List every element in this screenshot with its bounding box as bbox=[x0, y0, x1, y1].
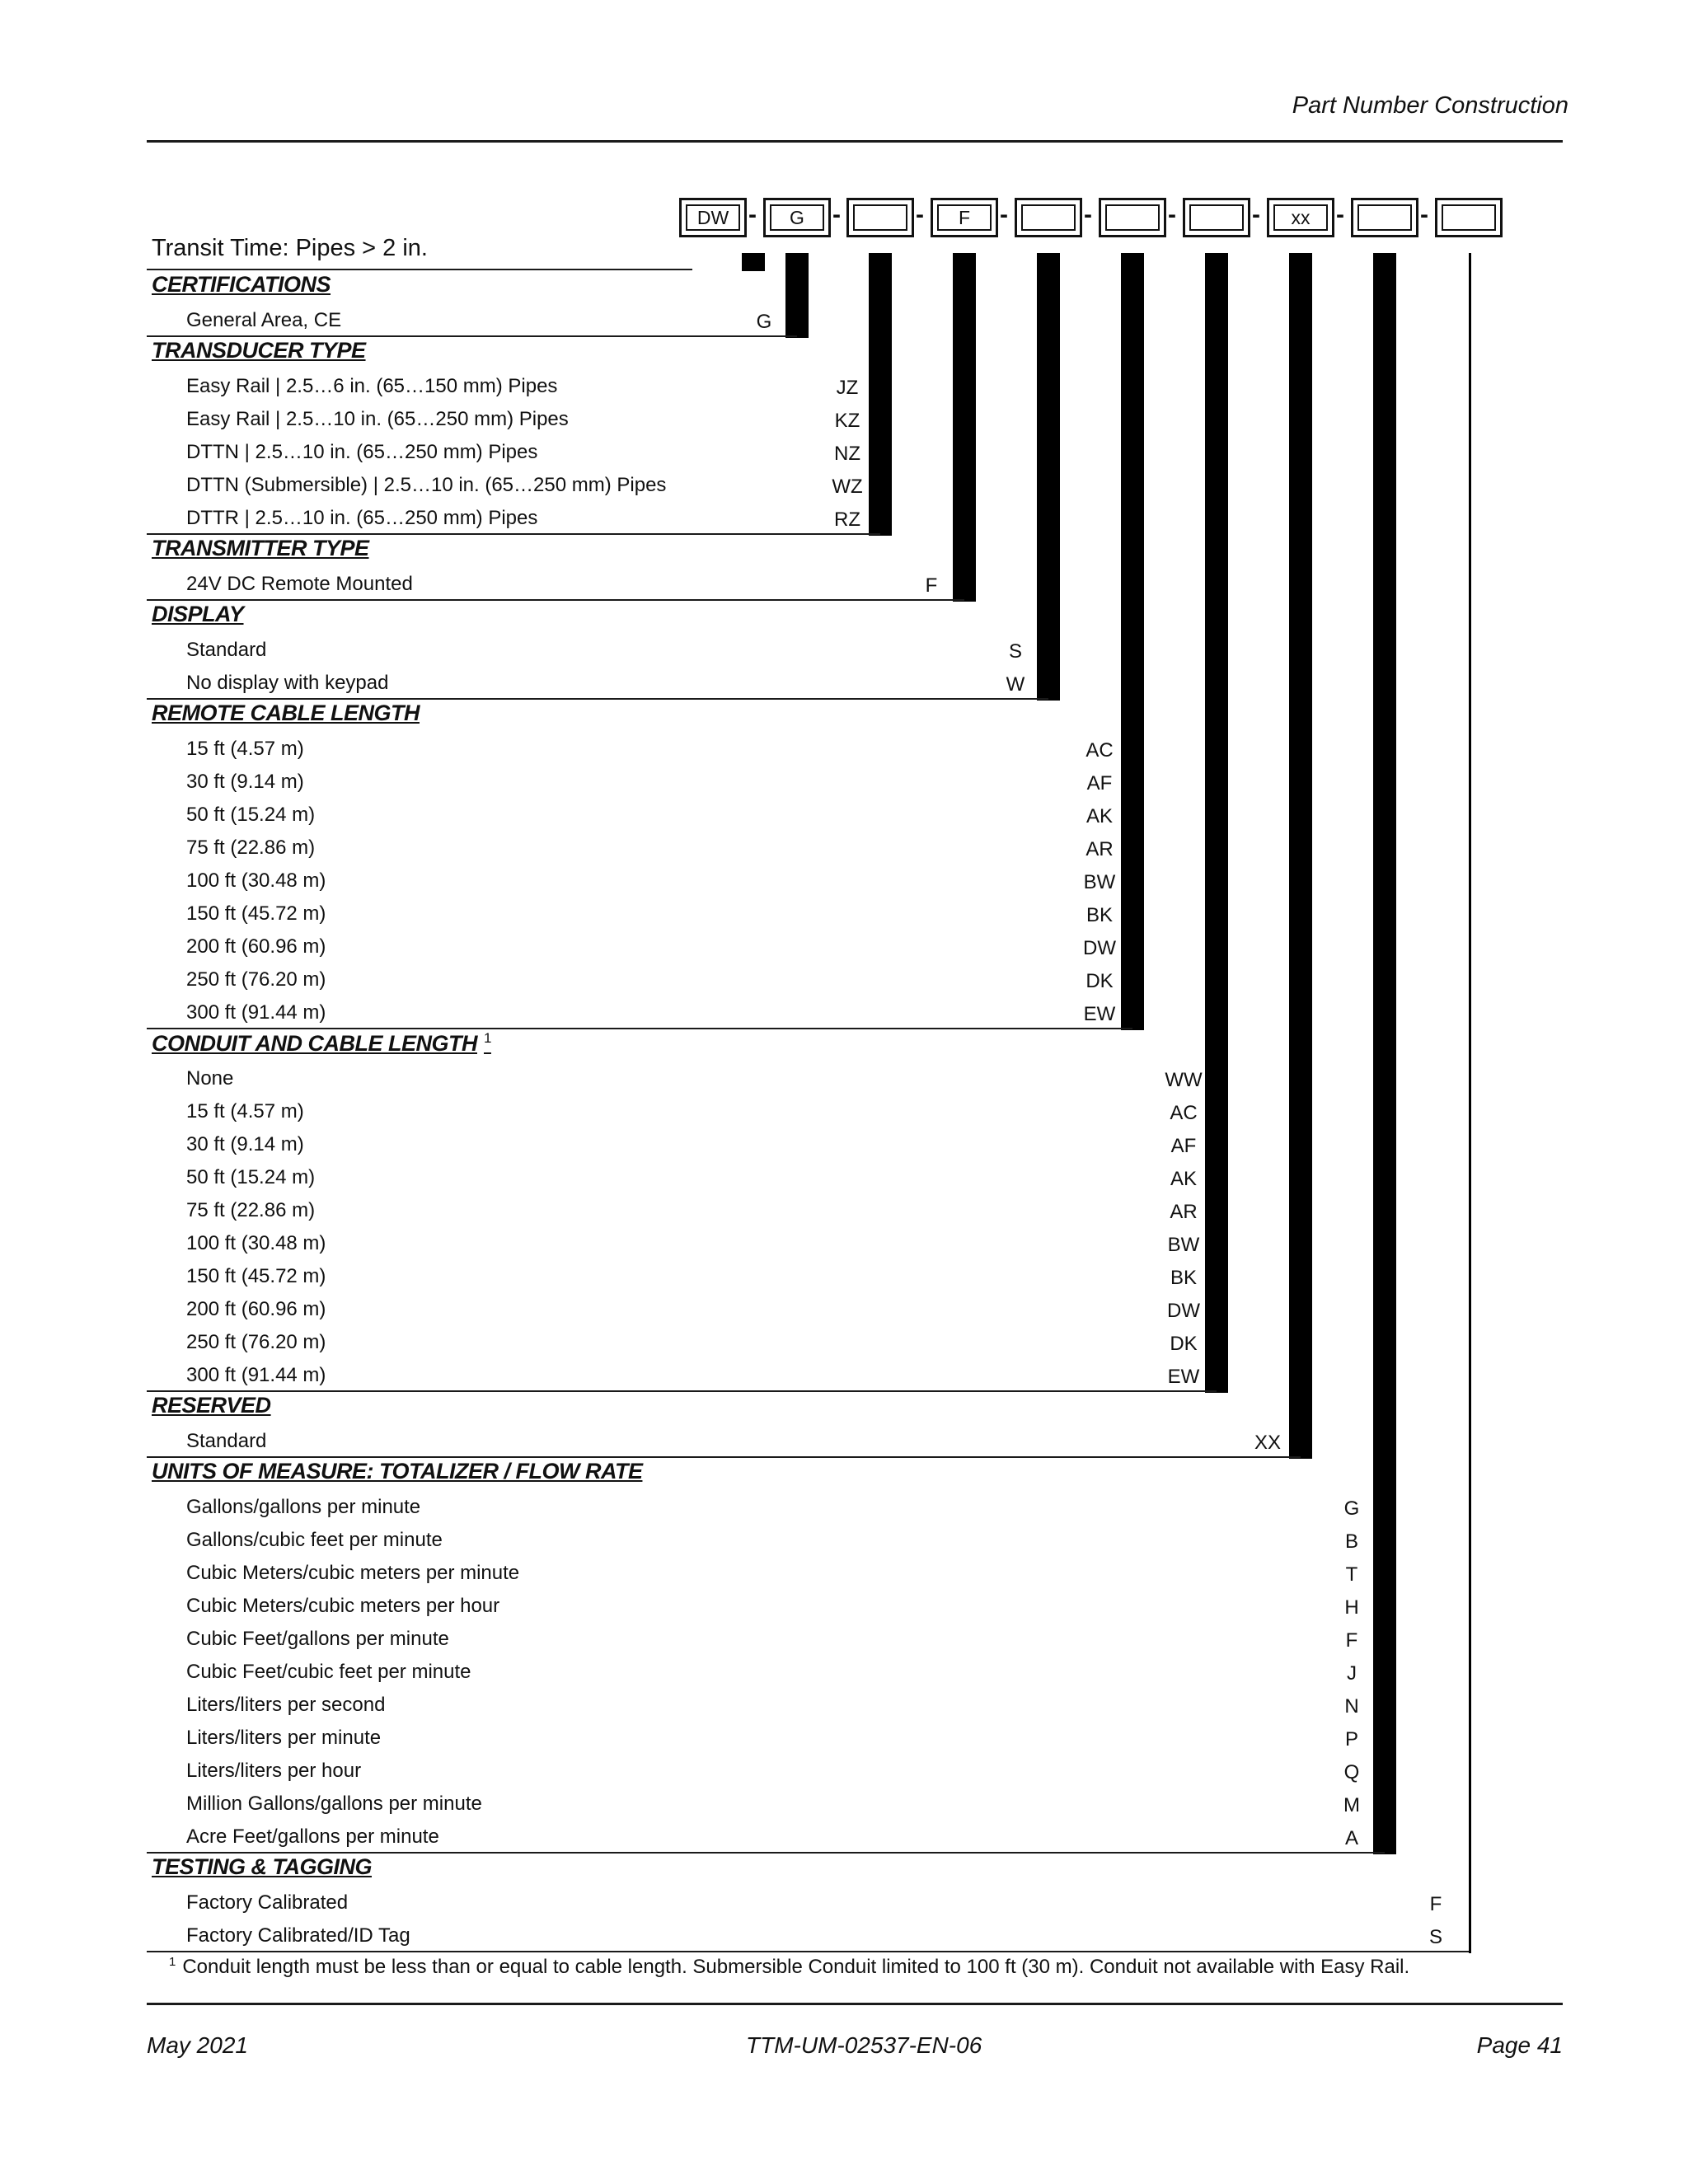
option-code: DK bbox=[1170, 1333, 1198, 1355]
footnote-reference: 1 bbox=[483, 1030, 491, 1046]
option-label: Standard bbox=[186, 1430, 267, 1452]
option-code: AC bbox=[1085, 739, 1114, 762]
option-code: J bbox=[1347, 1662, 1357, 1685]
option-code: EW bbox=[1083, 1003, 1116, 1025]
section-heading-text: DISPLAY bbox=[152, 602, 244, 626]
option-code: G bbox=[756, 311, 772, 333]
part-number-box-value bbox=[1105, 204, 1160, 231]
part-number-box-value: xx bbox=[1273, 204, 1328, 231]
option-label: 30 ft (9.14 m) bbox=[186, 1133, 304, 1155]
part-number-separator: - bbox=[1252, 201, 1260, 228]
part-number-box bbox=[1267, 198, 1334, 237]
part-number-box-value bbox=[1021, 204, 1076, 231]
part-number-separator: - bbox=[748, 201, 757, 228]
option-code: DK bbox=[1085, 970, 1114, 992]
section-divider bbox=[147, 1390, 1217, 1392]
option-code: DW bbox=[1083, 937, 1116, 959]
section-heading-text: RESERVED bbox=[152, 1393, 271, 1418]
part-number-box-value: G bbox=[770, 204, 824, 231]
option-label: None bbox=[186, 1067, 234, 1090]
section-divider bbox=[147, 533, 880, 535]
footnote-marker: 1 bbox=[169, 1955, 176, 1969]
section-heading-text: TRANSMITTER TYPE bbox=[152, 536, 369, 560]
section-divider bbox=[147, 1852, 1385, 1854]
option-code: A bbox=[1344, 1827, 1358, 1849]
section-heading-text: TRANSDUCER TYPE bbox=[152, 338, 366, 363]
section-title: Part Number Construction bbox=[1292, 92, 1568, 119]
option-label: No display with keypad bbox=[186, 672, 389, 694]
part-number-box bbox=[931, 198, 998, 237]
option-code: G bbox=[1343, 1497, 1360, 1520]
part-number-separator: - bbox=[1420, 201, 1428, 228]
option-label: Easy Rail | 2.5…6 in. (65…150 mm) Pipes bbox=[186, 375, 558, 397]
option-label: 75 ft (22.86 m) bbox=[186, 837, 316, 859]
option-code: BK bbox=[1170, 1267, 1197, 1289]
option-label: 250 ft (76.20 m) bbox=[186, 968, 326, 991]
part-number-separator: - bbox=[1336, 201, 1344, 228]
option-label: 15 ft (4.57 m) bbox=[186, 1100, 304, 1122]
section-heading bbox=[152, 1393, 271, 1418]
option-code: WZ bbox=[832, 476, 863, 498]
option-label: Factory Calibrated bbox=[186, 1891, 349, 1914]
option-code: AF bbox=[1170, 1135, 1197, 1157]
option-label: 150 ft (45.72 m) bbox=[186, 1265, 326, 1287]
option-code: F bbox=[1429, 1893, 1442, 1915]
option-code: P bbox=[1344, 1728, 1358, 1750]
option-label: DTTR | 2.5…10 in. (65…250 mm) Pipes bbox=[186, 507, 538, 529]
section-heading-text: UNITS OF MEASURE: TOTALIZER / FLOW RATE bbox=[152, 1459, 643, 1483]
option-code: F bbox=[1345, 1629, 1358, 1652]
part-number-box-value bbox=[1442, 204, 1496, 231]
connector-bar bbox=[1469, 253, 1471, 1953]
part-number-box bbox=[846, 198, 914, 237]
option-label: Easy Rail | 2.5…10 in. (65…250 mm) Pipes bbox=[186, 408, 569, 430]
option-label: 300 ft (91.44 m) bbox=[186, 1001, 326, 1024]
section-heading bbox=[152, 701, 420, 726]
section-heading bbox=[152, 272, 331, 298]
part-number-separator: - bbox=[1000, 201, 1008, 228]
option-label: 100 ft (30.48 m) bbox=[186, 1232, 326, 1254]
option-code: KZ bbox=[834, 410, 860, 432]
part-number-box-value bbox=[1357, 204, 1412, 231]
section-divider bbox=[147, 335, 797, 337]
part-number-box-value: F bbox=[937, 204, 992, 231]
option-code: AK bbox=[1170, 1168, 1197, 1190]
section-heading bbox=[152, 602, 244, 627]
option-code: EW bbox=[1167, 1366, 1200, 1388]
connector-bar bbox=[1121, 253, 1144, 1030]
section-divider bbox=[147, 698, 1048, 700]
option-code: RZ bbox=[834, 509, 860, 531]
option-code: N bbox=[1344, 1695, 1359, 1718]
option-code: DW bbox=[1167, 1300, 1200, 1322]
option-label: Gallons/gallons per minute bbox=[186, 1496, 421, 1518]
option-label: Standard bbox=[186, 639, 267, 661]
part-number-box-value bbox=[1189, 204, 1244, 231]
option-label: Cubic Meters/cubic meters per hour bbox=[186, 1595, 500, 1617]
part-number-box bbox=[1183, 198, 1250, 237]
option-code: AR bbox=[1085, 838, 1114, 860]
option-code: BW bbox=[1167, 1234, 1200, 1256]
section-heading-text: CONDUIT AND CABLE LENGTH bbox=[152, 1031, 477, 1056]
option-code: F bbox=[925, 574, 938, 597]
option-label: 15 ft (4.57 m) bbox=[186, 738, 304, 760]
footer-page-number: Page 41 bbox=[1476, 2032, 1563, 2058]
section-heading bbox=[152, 536, 369, 561]
part-number-separator: - bbox=[832, 201, 841, 228]
transit-underline bbox=[147, 269, 692, 270]
option-label: Acre Feet/gallons per minute bbox=[186, 1825, 439, 1848]
option-label: Liters/liters per minute bbox=[186, 1727, 382, 1749]
section-divider bbox=[147, 1028, 1132, 1029]
option-label: 50 ft (15.24 m) bbox=[186, 804, 316, 826]
section-divider bbox=[147, 1951, 1469, 1952]
option-label: 200 ft (60.96 m) bbox=[186, 1298, 326, 1320]
option-label: Liters/liters per second bbox=[186, 1694, 386, 1716]
option-label: 75 ft (22.86 m) bbox=[186, 1199, 316, 1221]
connector-bar bbox=[1037, 253, 1060, 701]
part-number-box-value bbox=[853, 204, 907, 231]
footer-date: May 2021 bbox=[147, 2032, 248, 2058]
option-code: H bbox=[1344, 1596, 1359, 1619]
option-code: AC bbox=[1170, 1102, 1198, 1124]
option-code: B bbox=[1344, 1530, 1358, 1553]
section-heading bbox=[152, 1459, 642, 1484]
option-code: XX bbox=[1254, 1432, 1281, 1454]
section-divider bbox=[147, 1456, 1301, 1458]
connector-bar bbox=[953, 253, 976, 602]
part-number-separator: - bbox=[1084, 201, 1092, 228]
option-label: Gallons/cubic feet per minute bbox=[186, 1529, 443, 1551]
option-label: 300 ft (91.44 m) bbox=[186, 1364, 326, 1386]
part-number-box bbox=[679, 198, 747, 237]
option-label: 24V DC Remote Mounted bbox=[186, 573, 413, 595]
footer-rule bbox=[147, 2003, 1563, 2005]
footnote-text: Conduit length must be less than or equal to cable length. Submersible Conduit limited to 100 ft (30 m). Conduit not available with Easy Rail. bbox=[182, 1956, 1410, 1978]
option-code: NZ bbox=[834, 443, 860, 465]
footnote bbox=[169, 1955, 1409, 1979]
header-rule bbox=[147, 140, 1563, 143]
option-label: Cubic Feet/gallons per minute bbox=[186, 1628, 449, 1650]
option-label: General Area, CE bbox=[186, 309, 342, 331]
option-code: AK bbox=[1085, 805, 1113, 827]
section-heading-text: TESTING & TAGGING bbox=[152, 1854, 372, 1879]
option-label: DTTN | 2.5…10 in. (65…250 mm) Pipes bbox=[186, 441, 538, 463]
option-code: S bbox=[1428, 1926, 1442, 1948]
option-label: Cubic Feet/cubic feet per minute bbox=[186, 1661, 471, 1683]
part-number-separator: - bbox=[1168, 201, 1176, 228]
option-code: W bbox=[1006, 673, 1025, 696]
part-number-box bbox=[1099, 198, 1166, 237]
option-label: 200 ft (60.96 m) bbox=[186, 935, 326, 958]
connector-bar bbox=[785, 253, 809, 338]
connector-bar bbox=[742, 253, 765, 271]
connector-bar bbox=[1205, 253, 1228, 1393]
part-number-separator: - bbox=[916, 201, 924, 228]
option-code: S bbox=[1008, 640, 1022, 663]
section-heading bbox=[152, 338, 366, 363]
option-label: 150 ft (45.72 m) bbox=[186, 902, 326, 925]
option-code: AF bbox=[1086, 772, 1113, 794]
option-label: 30 ft (9.14 m) bbox=[186, 771, 304, 793]
option-label: Factory Calibrated/ID Tag bbox=[186, 1924, 410, 1947]
section-heading bbox=[152, 1854, 372, 1880]
option-code: Q bbox=[1343, 1761, 1360, 1783]
option-code: BW bbox=[1083, 871, 1116, 893]
section-divider bbox=[147, 599, 964, 601]
option-code: T bbox=[1345, 1563, 1358, 1586]
option-code: WW bbox=[1165, 1069, 1203, 1091]
option-label: Liters/liters per hour bbox=[186, 1760, 362, 1782]
option-code: M bbox=[1343, 1794, 1360, 1816]
section-heading-text: CERTIFICATIONS bbox=[152, 272, 331, 297]
option-code: BK bbox=[1085, 904, 1113, 926]
option-label: 100 ft (30.48 m) bbox=[186, 869, 326, 892]
option-label: Million Gallons/gallons per minute bbox=[186, 1793, 482, 1815]
part-number-box bbox=[1435, 198, 1503, 237]
option-label: Cubic Meters/cubic meters per minute bbox=[186, 1562, 520, 1584]
connector-bar bbox=[1289, 253, 1312, 1459]
section-heading-text: REMOTE CABLE LENGTH bbox=[152, 701, 420, 725]
part-number-box bbox=[1351, 198, 1418, 237]
section-heading bbox=[152, 1030, 491, 1057]
option-label: DTTN (Submersible) | 2.5…10 in. (65…250 mm) Pipes bbox=[186, 474, 667, 496]
transit-time-label: Transit Time: Pipes > 2 in. bbox=[152, 235, 428, 261]
option-code: AR bbox=[1170, 1201, 1198, 1223]
option-code: JZ bbox=[836, 377, 859, 399]
part-number-box bbox=[763, 198, 831, 237]
connector-bar bbox=[869, 253, 892, 536]
connector-bar bbox=[1373, 253, 1396, 1854]
footer-doc-id: TTM-UM-02537-EN-06 bbox=[746, 2032, 982, 2058]
option-label: 50 ft (15.24 m) bbox=[186, 1166, 316, 1188]
part-number-box-value: DW bbox=[686, 204, 740, 231]
option-label: 250 ft (76.20 m) bbox=[186, 1331, 326, 1353]
part-number-box bbox=[1015, 198, 1082, 237]
